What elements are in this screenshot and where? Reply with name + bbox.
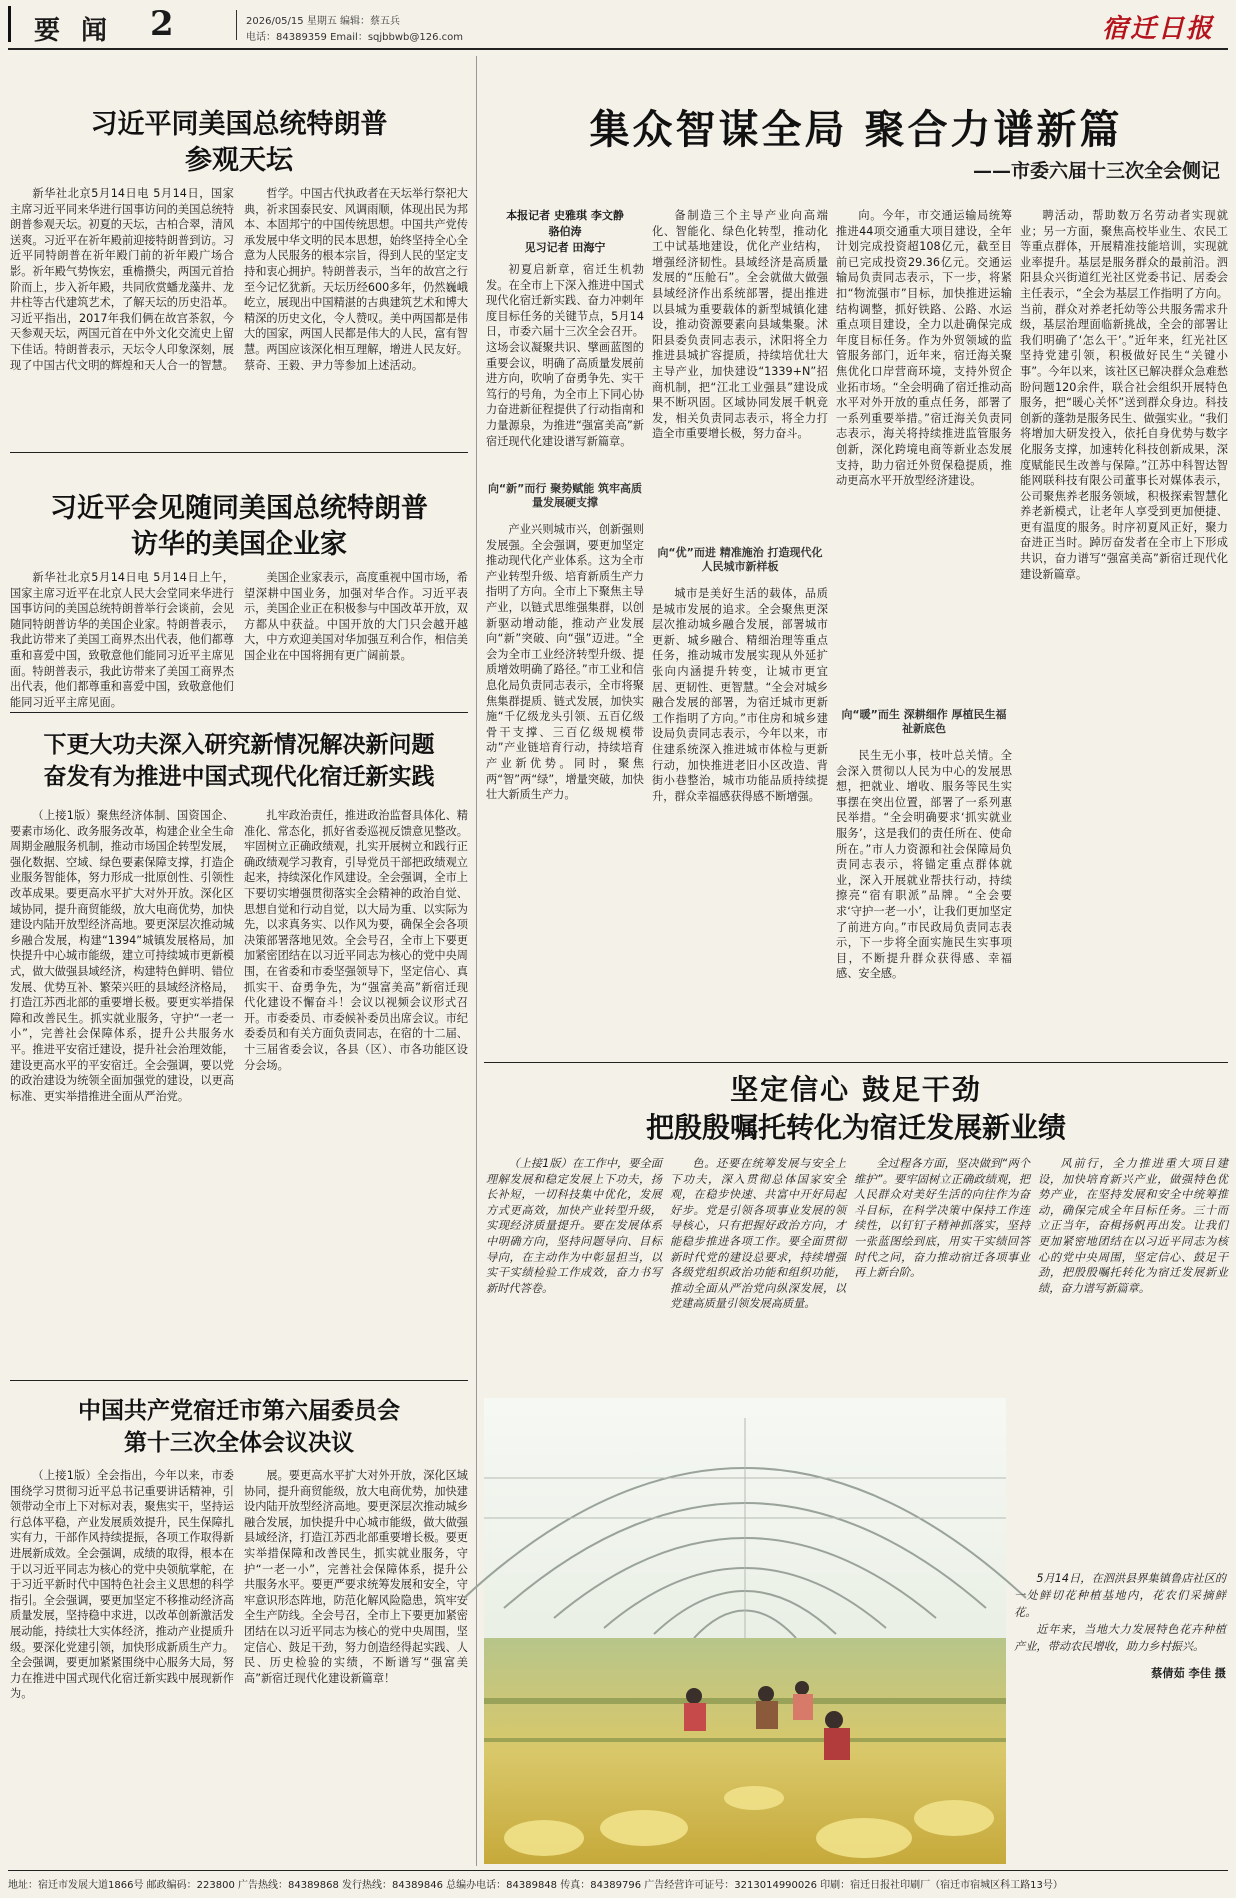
- masthead-divider: [236, 10, 237, 40]
- feature-col1-intro: [486, 262, 644, 474]
- article4-text2: 展。要更高水平扩大对外开放，深化区域协同，提升商贸能级，放大电商优势，加快建设内陆开放型经济高地。要更深层次推动城乡融合发展，加快提升中心城市能级，做大做强县域经济，打造江苏西北部重要增长极。要更实举措保障和改善民生，抓实就业服务，守护“一老一小”，完善社会保障体系，提升公共服务水平。要更严要求统筹发展和安全，守牢意识形态阵地，防范化解风险隐患，筑牢安全生产防线。全会号召，全市上下要更加紧密团结在以习近平同志为核心的党中央周围，坚定信心、鼓足干劲，努力创造经得起实践、人民、历史检验的实绩，不断谱写“强富美高”新宿迁现代化建设新篇章！: [244, 1469, 468, 1685]
- footer-info: 地址：宿迁市发展大道1866号 邮政编码：223800 广告热线：84389868 发行热线：84389846 总编办电话：84389848 传真：84389796 广告经营许可证号：3213014990026 印刷：宿迁日报社印刷厂（宿迁市宿城区科工路13号）: [8, 1880, 1063, 1891]
- article5-col4: [1038, 1156, 1228, 1388]
- photo-caption: [1014, 1570, 1226, 1682]
- article3-body-col2: [244, 808, 468, 1370]
- photo-credit: 蔡倩茹 李佳 摄: [1151, 1667, 1226, 1680]
- article5-text2: 色。还要在统筹发展与安全上下功夫，深入贯彻总体国家安全观，在稳步快速、共富中开好局起好步。党是引领各项事业发展的领导核心，只有把握好政治方向，才能稳步推进各项工作。要全面贯彻新时代党的建设总要求，持续增强各级党组织政治功能和组织功能，推动全面从严治党向纵深发展，以党建高质量引领发展高质量。: [670, 1157, 846, 1311]
- article1-body-col2: [244, 186, 468, 442]
- footer-rule: [8, 1870, 1228, 1871]
- feature-text2: 备制造三个主导产业向高端化、智能化、绿色化转型，推动化工中试基地建设，优化产业结构，增强经济韧性。县域经济是高质量发展的“压舱石”。全会就做大做强县域经济作出系统部署，提出推进以县城为重要载体的新型城镇化建设，推动资源要素向县域集聚。沭阳县委负责同志表示，沭阳将全力推进县城扩容提质，持续培优壮大主导产业，加快建设“1339+N”招商机制，把“江北工业强县”建设成果不断巩固。区域协同发展千帆竞发，相关负责同志表示，将全力打造全市重要增长极，努力奋斗。: [652, 209, 828, 441]
- article4-title-line2: 第十三次全体会议决议: [124, 1429, 354, 1456]
- article3-body-col1: [10, 808, 234, 1370]
- article3-title-line1: 下更大功夫深入研究新情况解决新问题: [43, 731, 435, 758]
- divider-feature: [484, 1062, 1228, 1063]
- feature-subtitle: ——市委六届十三次全会侧记: [972, 160, 1220, 182]
- divider-3: [10, 1380, 468, 1381]
- article3-text2: 扎牢政治责任，推进政治监督具体化、精准化、常态化，抓好省委巡视反馈意见整改。牢固树立正确政绩观，扎实开展树立和践行正确政绩观学习教育，引导党员干部把政绩观立起来，持续深化作风建设。全会强调，全市上下要切实增强贯彻落实全会精神的政治自觉、思想自觉和行动自觉，以大局为重、以实际为先，以求真务实、以作风为要，确保全会各项决策部署落地见效。全会号召，全市上下要更加紧密团结在以习近平同志为核心的党中央周围，在省委和市委坚强领导下，坚定信心、真抓实干、奋勇争先，为“强富美高”新宿迁现代化建设不懈奋斗！会议以视频会议形式召开。市委委员、市委候补委员出席会议。市纪委委员和有关方面负责同志，在宿的十二届、十三届省委会议，各县（区）、市各功能区设分会场。: [244, 809, 468, 1072]
- article2-text2: 美国企业家表示，高度重视中国市场，希望深耕中国业务，加强对华合作。习近平表示，美国企业正在积极参与中国改革开放，双方都从中获益。中国开放的大门只会越开越大，中方欢迎美国对华加强互利合作，相信美国企业在中国将拥有更广阔前景。: [244, 571, 468, 662]
- feature-title: 集众智谋全局 聚合力谱新篇: [589, 106, 1123, 153]
- feature-text2b: 城市是美好生活的载体，品质是城市发展的追求。全会聚焦更深层次推动城乡融合发展，部署城市更新、城乡融合、精细治理等重点任务，推动城市发展实现从外延扩张向内涵提升转变，让城市更宜居、更韧性、更智慧。“全会对城乡融合发展的部署，为宿迁城市更新工作指明了方向。”市住房和城乡建设局负责同志表示，今年以来，市住建系统深入推进城市体检与更新行动，加快推进老旧小区改造、背街小巷整治，城市功能品质持续提升，群众幸福感获得感不断增强。: [652, 587, 828, 803]
- feature-subhead-3: 向“暖”而生 深耕细作 厚植民生福祉新底色: [841, 708, 1007, 735]
- article1-body-col1: [10, 186, 234, 442]
- article2-title-line1: 习近平会见随同美国总统特朗普: [50, 493, 428, 524]
- article4-text1: （上接1版）全会指出，今年以来，市委围绕学习贯彻习近平总书记重要讲话精神，引领带动全市上下对标对表，聚焦实干，坚持运行总体平稳，产业发展质效提升，民生保障扎实有力，干部作风持续提振，各项工作取得新进展新成效。全会强调，成绩的取得，根本在于以习近平同志为核心的党中央领航掌舵，在于习近平新时代中国特色社会主义思想的科学指引。全会强调，要更加坚定不移推动经济高质量发展，坚持稳中求进，以改革创新激活发展动能，持续壮大实体经济，推动产业提质升级。要深化党建引领，加快形成新质生产力。全会强调，要更加紧紧围绕中心服务大局，努力在推进中国式现代化宿迁新实践中展现新作为。: [10, 1469, 234, 1701]
- page-number: 2: [150, 4, 174, 44]
- article2-body-col2: [244, 570, 468, 702]
- article5-text1: （上接1版）在工作中，要全面理解发展和稳定发展上下功夫，扬长补短，一切科技集中优化，发展方式更高效，加快产业转型升级，实现经济质量提升。要在发展体系中明确方向，坚持问题导向、目标导向，在主动作为中彰显担当，以实干实绩检验工作成效，奋力书写新时代答卷。: [486, 1157, 662, 1295]
- feature-col3-body: [836, 748, 1012, 1052]
- masthead-contact: 电话：84389359 Email：sqjbbwb@126.com: [246, 32, 464, 43]
- greenhouse-photo: [484, 1398, 1006, 1864]
- byline-reporters: 本报记者 史雅琪 李文静: [506, 209, 624, 222]
- feature-col1-body: [486, 522, 644, 1052]
- article5-col3: [854, 1156, 1030, 1388]
- feature-text4: 聘活动，帮助数万名劳动者实现就业；另一方面，聚焦高校毕业生、农民工等重点群体，开展精准技能培训，实现就业率提升。基层是服务群众的最前沿。泗阳县众兴街道红光社区党委书记、居委会主任表示，“全会为基层工作指明了方向。当前，群众对养老托幼等公共服务需求升级，基层治理面临新挑战，全会的部署让我们明确了‘怎么干’。”近年来，红光社区坚持党建引领，积极做好民生“关键小事”。今年以来，该社区已解决群众急难愁盼问题120余件，联合社会组织开展特色服务，把“暖心关怀”送到群众身边。科技创新的蓬勃是服务民生、做强实业。“我们将增加大研发投入，依托自身优势与数字化服务支撑，加速转化科技创新成果，深度赋能民生改善与保障。”江苏中科智达智能网联科技有限公司董事长对媒体表示，公司聚焦养老服务领域，积极探索智慧化养老新模式，让老年人享受到更加便捷、更有温度的服务。时序初夏风正好，聚力奋进正当时。踔厉奋发者在全市上下形成共识，奋力谱写“强富美高”新宿迁现代化建设新篇章。: [1020, 209, 1228, 581]
- newspaper-logo: 宿迁日报: [1102, 14, 1215, 44]
- article4-body-col1: [10, 1468, 234, 1864]
- article4-title-line1: 中国共产党宿迁市第六届委员会: [78, 1397, 400, 1424]
- feature-col3: [836, 208, 1012, 690]
- feature-byline: [486, 208, 644, 256]
- feature-col2: [652, 208, 828, 538]
- feature-text1: 初夏启新章，宿迁生机勃发。在全市上下深入推进中国式现代化宿迁新实践、奋力冲刺年度目标任务的关键节点，5月14日，市委六届十三次全会召开。这场会议凝聚共识、擘画蓝图的重要会议，明确了高质量发展前进方向，吹响了奋勇争先、实干笃行的号角，为全市上下同心协力奋进新征程提供了行动指南和力量源泉，为推进“强富美高”新宿迁现代化建设谱写新篇章。: [486, 263, 644, 448]
- article5-title-line2: 把殷殷嘱托转化为宿迁发展新业绩: [645, 1111, 1066, 1144]
- article1-title-line2: 参观天坛: [185, 145, 293, 176]
- masthead: [0, 0, 1236, 50]
- article3-text1: （上接1版）聚焦经济体制、国资国企、要素市场化、政务服务改革，构建企业全生命周期金融服务机制，推动市场国企转型发展，强化数据、空域、绿色要素保障支撑，打造企业服务智能体，努力形成一批原创性、引领性改革成果。要更高水平扩大对外开放。深化区域协同，提升商贸能级，放大电商优势，加快建设内陆开放型经济高地。要更深层次推动城乡融合发展，构建“1394”城镇发展格局，加快提升中心城市能级，建立可持续城市更新模式，做大做强县域经济，构建特色鲜明、错位发展、优势互补、繁荣兴旺的县域经济格局，打造江苏西北部的重要增长极。要更实举措保障和改善民生。抓实就业服务，守护“一老一小”，完善社会保障体系，提升公共服务水平。推进平安宿迁建设，提升社会治理效能，建设更高水平的平安宿迁。全会强调，要以党的政治建设为统领全面加强党的建设，以更高标准、更实举措推进全面从严治党。: [10, 809, 234, 1103]
- column-divider: [476, 56, 477, 1866]
- section-name: 要 闻: [34, 16, 114, 46]
- byline-trainee: 见习记者 田海宁: [524, 241, 606, 254]
- article3-title-line2: 奋发有为推进中国式现代化宿迁新实践: [43, 763, 435, 790]
- photo-caption-2: 近年来，当地大力发展特色花卉种植产业，带动农民增收，助力乡村振兴。: [1014, 1623, 1226, 1653]
- feature-text3b: 民生无小事，枝叶总关情。全会深入贯彻以人民为中心的发展思想，把就业、增收、服务等民生实事摆在突出位置，部署了一系列惠民举措。“全会明确要求‘抓实就业服务’，这是我们的责任所在、使命所在。”市人力资源和社会保障局负责同志表示，将锚定重点群体就业，深入开展就业帮扶行动，持续擦亮“宿有职派”品牌。“全会要求‘守护一老一小’，让我们更加坚定了前进方向。”市民政局负责同志表示，下一步将全面实施民生实事项目，不断提升群众获得感、幸福感、安全感。: [836, 749, 1012, 981]
- article2-text1: 新华社北京5月14日电 5月14日上午，国家主席习近平在北京人民大会堂同来华进行国事访问的美国总统特朗普举行会谈前，会见随同特朗普访华的美国企业家。特朗普表示，我此访带来了美国工商界杰出代表，他们都尊重和喜爱中国，致敬意他们能同习近平主席见面。特朗普表示，我此访带来了美国工商界杰出代表，他们都尊重和喜爱中国，致敬意他们能同习近平主席见面。: [10, 571, 234, 709]
- feature-text3: 向。今年，市交通运输局统筹推进44项交通重大项目建设，全年计划完成投资超108亿元，截至目前已完成投资29.36亿元。交通运输局负责同志表示，下一步，将紧扣“物流强市”目标，加快推进运输结构调整，抓好铁路、公路、水运重点项目建设，全力以赴确保完成年度目标任务。作为外贸领域的监管服务部门，近年来，宿迁海关聚焦优化口岸营商环境，支持外贸企业拓市场。“全会明确了宿迁推动高水平对外开放的重点任务，部署了一系列重要举措。”宿迁海关负责同志表示，海关将持续推进监管服务创新，深化跨境电商等新业态发展支持，助力宿迁外贸保稳提质，推动更高水平开放型经济建设。: [836, 209, 1012, 488]
- article1-title-line1: 习近平同美国总统特朗普: [90, 109, 388, 140]
- masthead-rule: [8, 48, 1228, 50]
- feature-subhead-2: 向“优”而进 精准施治 打造现代化人民城市新样板: [657, 546, 823, 573]
- feature-col2-body: [652, 586, 828, 1052]
- masthead-date-editor: 2026/05/15 星期五 编辑：蔡五兵: [246, 16, 400, 27]
- article5-col2: [670, 1156, 846, 1388]
- divider-1: [10, 452, 468, 453]
- article4-body-col2: [244, 1468, 468, 1864]
- article1-text2: 哲学。中国古代执政者在天坛举行祭祀大典，祈求国泰民安、风调雨顺，体现出民为邦本、本固邦宁的中国传统思想。中国共产党传承发展中华文明的民本思想，始终坚持全心全意为人民服务的根本宗旨，得到人民的坚定支持和衷心拥护。特朗普表示，当年的故宫之行至今记忆犹新。天坛历经600多年，仍然巍峨屹立，展现出中国精湛的古典建筑艺术和博大精深的历史文化，令人赞叹。美中两国都是伟大的国家，两国人民都是伟大的人民，富有智慧。两国应该深化相互理解，增进人民友好。蔡奇、王毅、尹力等参加上述活动。: [244, 187, 468, 372]
- divider-2: [10, 712, 468, 713]
- feature-col4: [1020, 208, 1228, 1052]
- byline-reporter2: 骆伯涛: [548, 225, 582, 238]
- article5-col1: [486, 1156, 662, 1388]
- article5-text3: 全过程各方面，坚决做到“两个维护”。要牢固树立正确政绩观，把人民群众对美好生活的向往作为奋斗目标，在科学决策中保持工作连续性，以钉钉子精神抓落实，坚持一张蓝图绘到底，用实干实绩回答时代之问，奋力推动宿迁各项事业再上新台阶。: [854, 1157, 1030, 1280]
- article1-text1: 新华社北京5月14日电 5月14日，国家主席习近平同来华进行国事访问的美国总统特朗普参观天坛。初夏的天坛，古柏合翠，清风送爽。习近平在祈年殿前迎接特朗普到访。习近平同特朗普在祈年殿门前的祈年殿广场合影。祈年殿气势恢宏，重檐攒尖，两国元首拾阶而上，步入祈年殿，共同欣赏蟠龙藻井、龙井柱等古代建筑艺术，了解天坛的历史沿革。习近平指出，2017年我们俩在故宫茶叙，今天参观天坛，两国元首在中外文化交流史上留下佳话。特朗普表示，天坛令人印象深刻，展现了中国古代文明的辉煌和天人合一的智慧。: [10, 187, 234, 372]
- greenhouse-photo-image: [484, 1398, 1006, 1864]
- article5-text4: 风前行，全力推进重大项目建设，加快培育新兴产业，做强特色优势产业，在坚持发展和安全中统筹推动，确保完成全年目标任务。三十而立正当年，奋楫扬帆再出发。让我们更加紧密地团结在以习近平同志为核心的党中央周围，坚定信心、鼓足干劲，把殷殷嘱托转化为宿迁发展新业绩，奋力谱写新篇章。: [1038, 1157, 1228, 1295]
- feature-text1b: 产业兴则城市兴，创新强则发展强。全会强调，要更加坚定推动现代化产业体系。这为全市产业转型升级、培育新质生产力指明了方向。全市上下聚焦主导产业，以链式思维强集群，以创新驱动增动能，推动产业发展向“新”突破、向“强”迈进。“全会为全市工业经济转型升级、提质增效明确了路径。”市工业和信息化局负责同志表示，全市将聚焦集群提质、链式发展，加快实施“千亿级龙头引领、五百亿级骨干支撑、三百亿级规模带动”产业链培育行动，持续培育产业新优势。同时，聚焦两“智”两“绿”，增量突破，加快壮大新质生产力。: [486, 523, 644, 802]
- photo-caption-1: 5月14日，在泗洪县界集镇鲁店社区的一处鲜切花种植基地内，花农们采摘鲜花。: [1014, 1572, 1226, 1619]
- article5-title-line1: 坚定信心 鼓足干劲: [730, 1073, 982, 1106]
- article2-title-line2: 访华的美国企业家: [131, 529, 347, 560]
- feature-subhead-1: 向“新”而行 聚势赋能 筑牢高质量发展硬支撑: [487, 482, 643, 509]
- article2-body-col1: [10, 570, 234, 709]
